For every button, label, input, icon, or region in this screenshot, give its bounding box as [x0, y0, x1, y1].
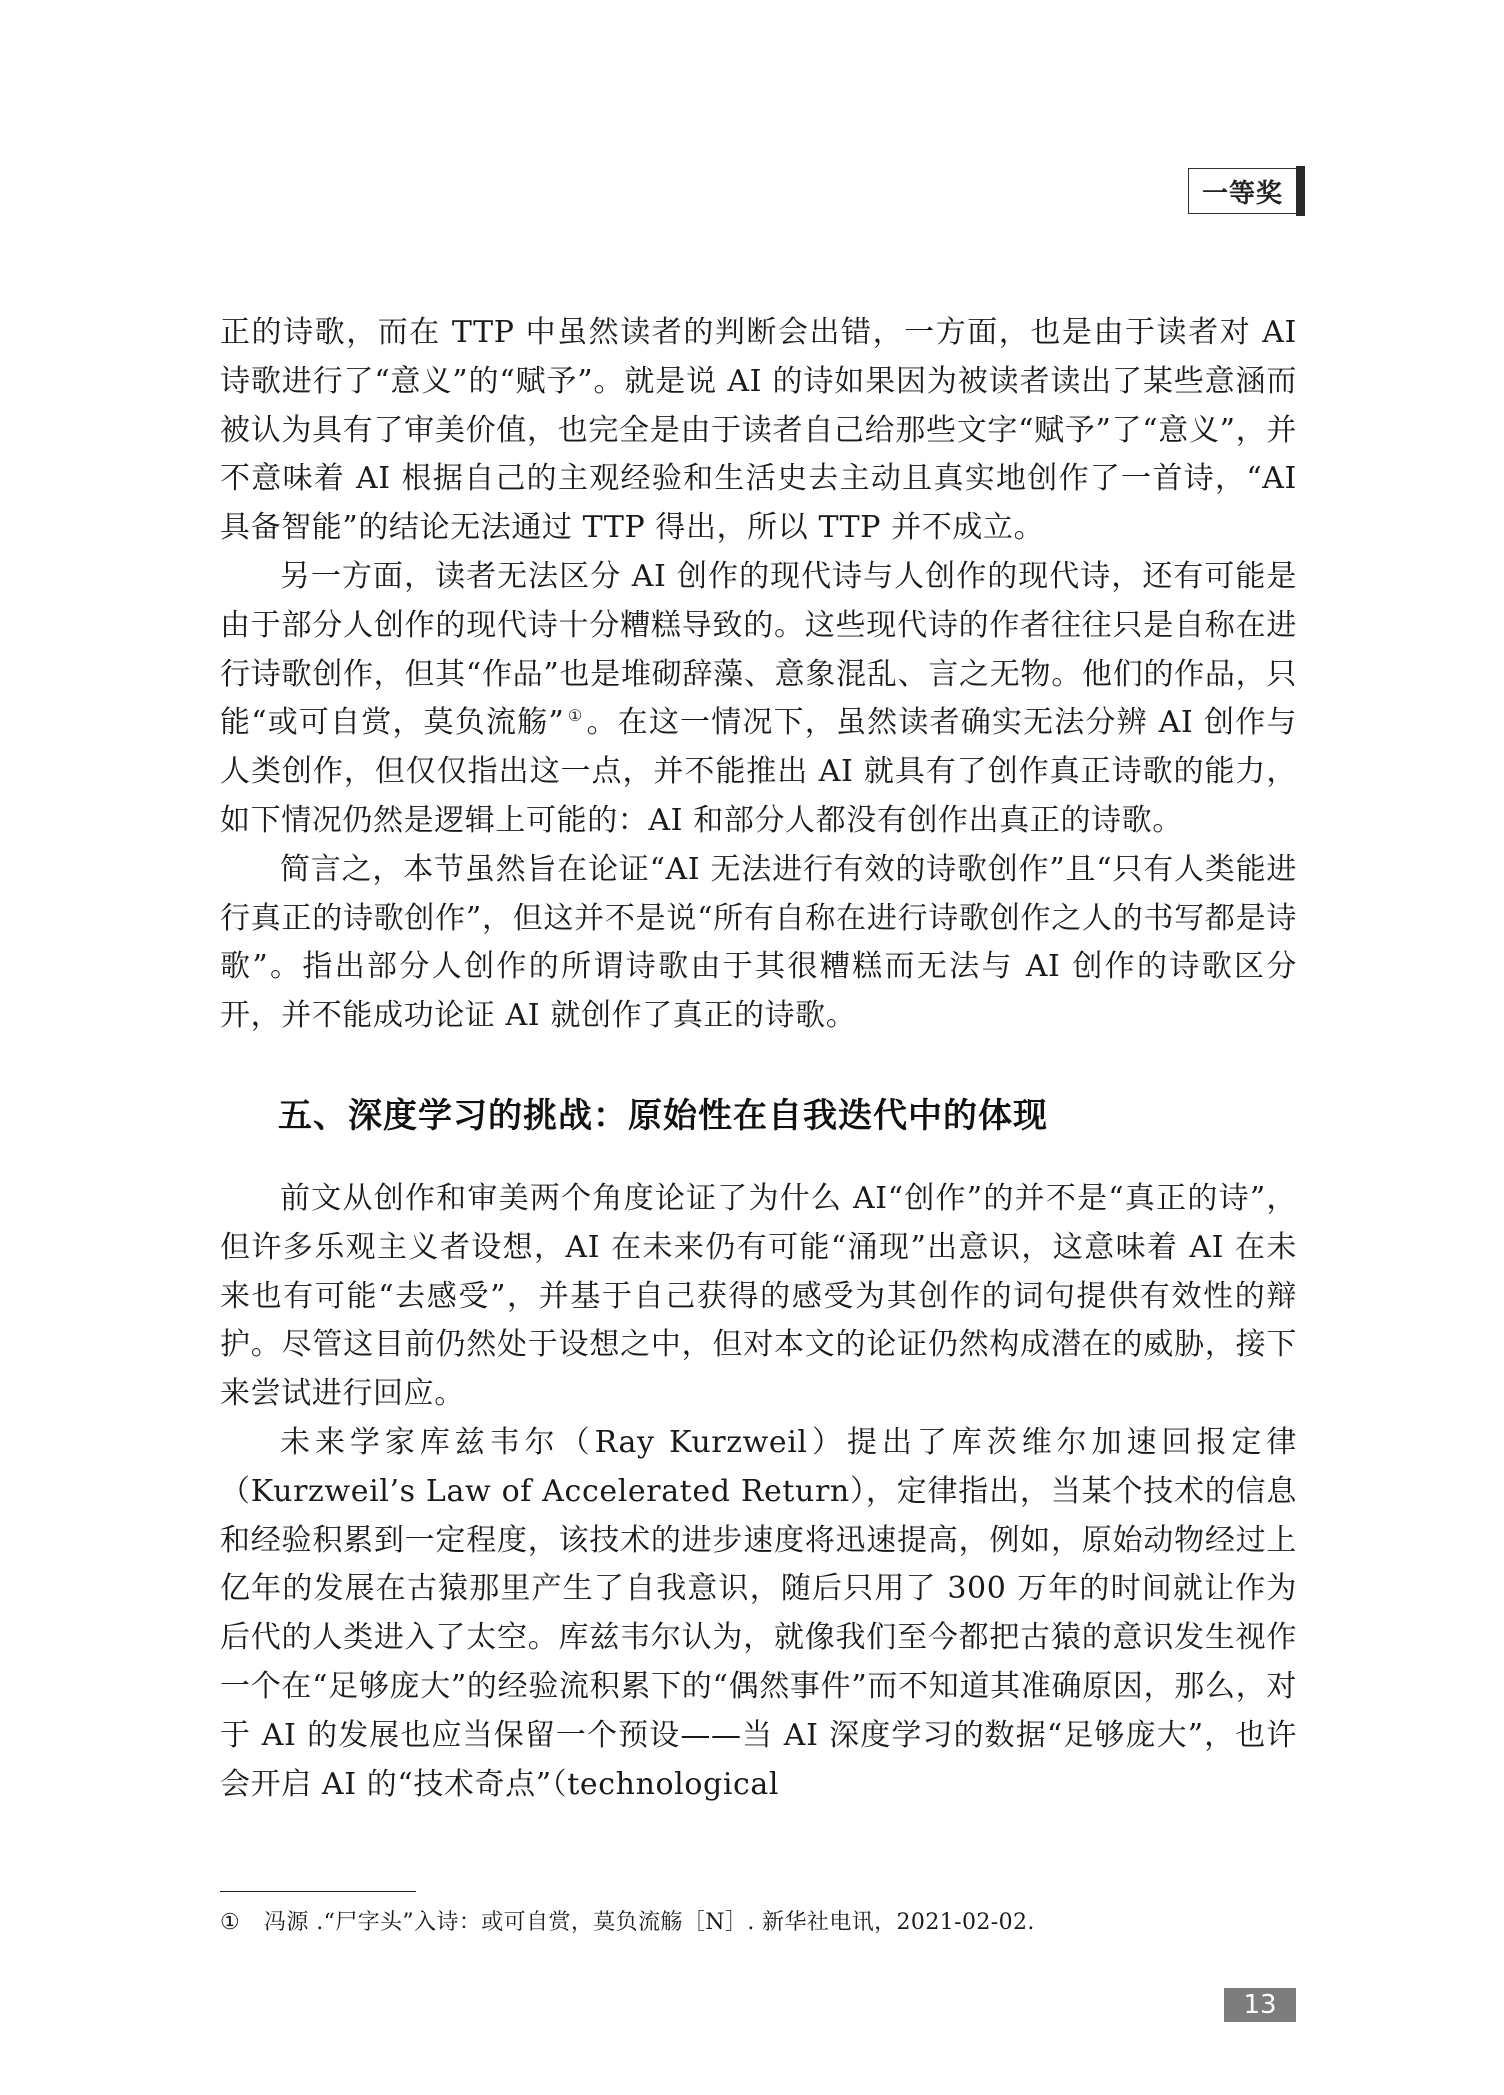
footnote-divider	[220, 1891, 416, 1892]
paragraph-text: 另一方面，读者无法区分 AI 创作的现代诗与人创作的现代诗，还有可能是由于部分人创作的现代诗十分糟糕导致的。这些现代诗的作者往往只是自称在进行诗歌创作，但其“作品”也是堆砌辞藻、意象混乱、言之无物。他们的作品，只能“或可自赏，莫负流觞”	[220, 558, 1297, 741]
page-number: 13	[1224, 1988, 1296, 2022]
paragraph-text: 。在这一情况下，虽然读者确实无法分辨 AI 创作与人类创作，但仅仅指出这一点，并不能推出 AI 就具有了创作真正诗歌的能力，如下情况仍然是逻辑上可能的：AI 和部分人都没有创作出真正的诗歌。	[220, 705, 1297, 838]
section-heading: 五、深度学习的挑战：原始性在自我迭代中的体现	[278, 1096, 1048, 1136]
footnote-reference: ①	[567, 706, 584, 726]
paragraph: 前文从创作和审美两个角度论证了为什么 AI“创作”的并不是“真正的诗”，但许多乐观主义者设想，AI 在未来仍有可能“涌现”出意识，这意味着 AI 在未来也有可能“去感受”，并基于自己获得的感受为其创作的词句提供有效性的辩护。尽管这目前仍然处于设想之中，但对本文的论证仍然构成潜在的威胁，接下来尝试进行回应。	[220, 1181, 1297, 1412]
body-text-top	[220, 309, 1297, 1041]
award-label: 一等奖	[1188, 168, 1296, 214]
footnote	[220, 1905, 1035, 1936]
paragraph: 简言之，本节虽然旨在论证“AI 无法进行有效的诗歌创作”且“只有人类能进行真正的诗歌创作”，但这并不是说“所有自称在进行诗歌创作之人的书写都是诗歌”。指出部分人创作的所谓诗歌由于其很糟糕而无法与 AI 创作的诗歌区分开，并不能成功论证 AI 就创作了真正的诗歌。	[220, 851, 1297, 1034]
paragraph: 未来学家库兹韦尔（Ray Kurzweil）提出了库茨维尔加速回报定律（Kurzweil’s Law of Accelerated Return），定律指出，当某个技术的信息和经验积累到一定程度，该技术的进步速度将迅速提高，例如，原始动物经过上亿年的发展在古猿那里产生了自我意识，随后只用了 300 万年的时间就让作为后代的人类进入了太空。库兹韦尔认为，就像我们至今都把古猿的意识发生视作一个在“足够庞大”的经验流积累下的“偶然事件”而不知道其准确原因，那么，对于 AI 的发展也应当保留一个预设——当 AI 深度学习的数据“足够庞大”，也许会开启 AI 的“技术奇点”（technological	[220, 1424, 1297, 1802]
footnote-number: ①	[220, 1910, 241, 1935]
body-text-bottom	[220, 1175, 1297, 1809]
paragraph	[220, 553, 1297, 846]
footnote-text: 冯源 .“尸字头”入诗：或可自赏，莫负流觞［N］. 新华社电讯，2021-02-02.	[264, 1910, 1035, 1935]
paragraph-continued: 正的诗歌，而在 TTP 中虽然读者的判断会出错，一方面，也是由于读者对 AI 诗歌进行了“意义”的“赋予”。就是说 AI 的诗如果因为被读者读出了某些意涵而被认为具有了审美价值，也完全是由于读者自己给那些文字“赋予”了“意义”，并不意味着 AI 根据自己的主观经验和生活史去主动且真实地创作了一首诗，“AI 具备智能”的结论无法通过 TTP 得出，所以 TTP 并不成立。	[220, 315, 1297, 546]
award-tag-bar	[1296, 166, 1305, 216]
